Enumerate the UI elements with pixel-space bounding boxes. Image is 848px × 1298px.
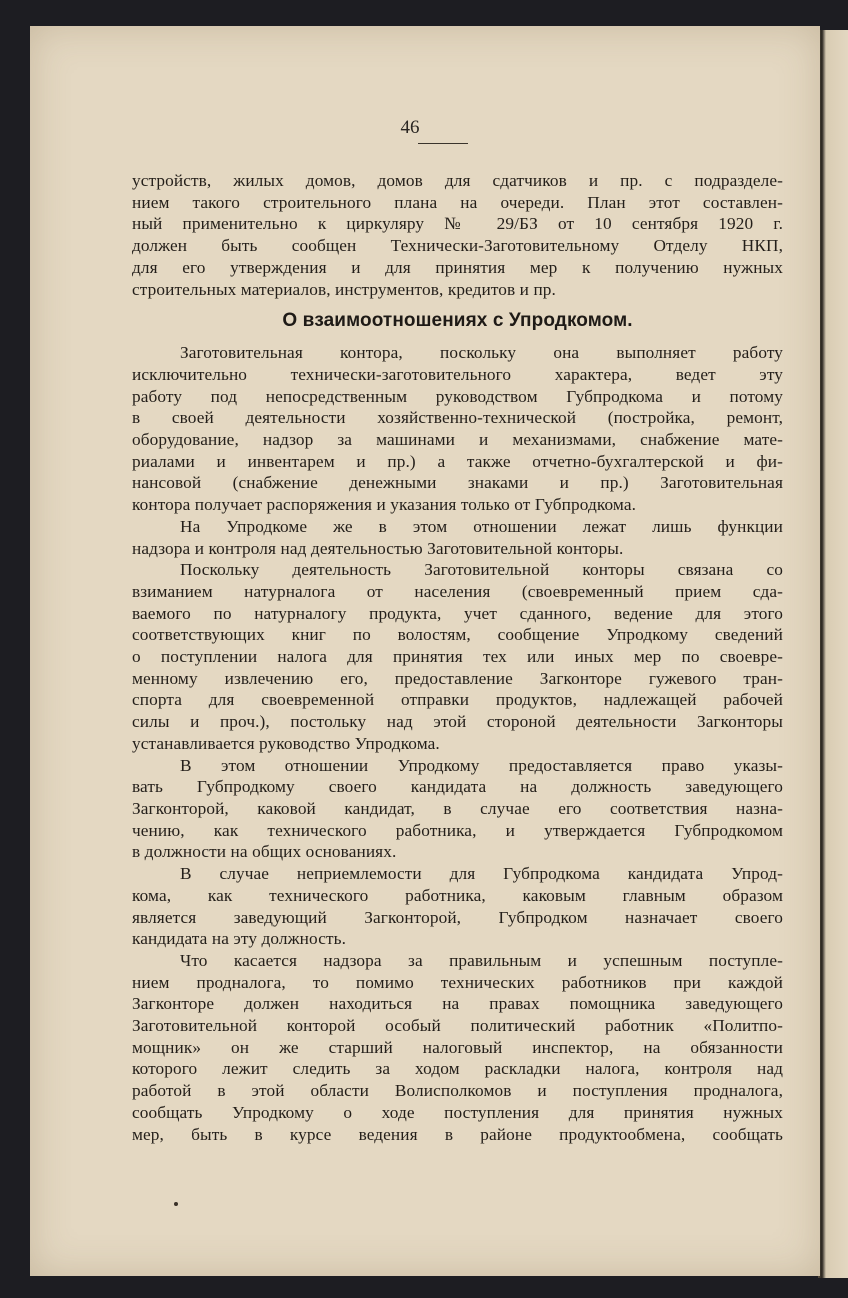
text-line: работой в этой области Волисполкомов и поступления продналога, — [132, 1081, 783, 1101]
text-line: нием продналога, то помимо технических работников при каждой — [132, 972, 783, 992]
text-line: надзора и контроля над деятельностью Заготовительной конторы. — [132, 538, 624, 558]
text-line: В этом отношении Упродкому предоставляется право указы- — [180, 755, 783, 775]
paragraph — [132, 863, 783, 950]
text-line: риалами и инвентарем и пр.) а также отчетно-бухгалтерской и фи- — [132, 451, 783, 471]
text-line: устройств, жилых домов, домов для сдатчиков и пр. с подразделе- — [132, 171, 783, 190]
text-line: Загконторе должен находиться на правах помощника заведующего — [132, 994, 783, 1014]
page-number: 46 — [400, 117, 420, 138]
text-line: для его утверждения и для принятия мер к получению нужных — [132, 257, 783, 277]
text-line: Поскольку деятельность Заготовительной конторы связана со — [180, 560, 783, 580]
page-number-rule — [418, 143, 468, 144]
text-line: ный применительно к циркуляру № 29/БЗ от 10 сентября 1920 г. — [132, 214, 783, 234]
text-line: нием такого строительного плана на очереди. План этот составлен- — [132, 192, 783, 212]
section-body — [132, 342, 783, 1145]
text-line: Что касается надзора за правильным и успешным поступле- — [180, 950, 783, 970]
section-heading: О взаимоотношениях с Упродкомом. — [282, 310, 633, 332]
paragraph — [132, 170, 783, 300]
text-line: которого лежит следить за ходом раскладки налога, контроля над — [132, 1059, 783, 1079]
paragraph — [132, 516, 783, 559]
text-line: кандидата на эту должность. — [132, 929, 347, 949]
paragraph — [132, 755, 783, 864]
text-line: оборудование, надзор за машинами и механизмами, снабжение мате- — [132, 430, 783, 450]
text-line: взиманием натурналога от населения (своевременный прием сда- — [132, 581, 783, 601]
text-line: соответствующих книг по волостям, сообщение Упродкому сведений — [132, 625, 783, 645]
paragraph — [132, 950, 783, 1145]
page-text — [132, 170, 783, 1145]
next-page-edge — [818, 30, 848, 1278]
text-line: мер, быть в курсе ведения в районе продуктообмена, сообщать — [132, 1124, 783, 1144]
text-line: работу под непосредственным руководством Губпродкома и потому — [132, 386, 783, 406]
text-line: Загконторой, каковой кандидат, в случае его соответствия назна- — [132, 798, 783, 818]
text-line: На Упродкоме же в этом отношении лежат лишь функции — [180, 516, 783, 536]
ink-speck — [174, 1202, 178, 1206]
text-line: исключительно технически-заготовительного характера, ведет эту — [132, 364, 783, 384]
text-line: в своей деятельности хозяйственно-технической (постройка, ремонт, — [132, 408, 783, 428]
text-line: кома, как технического работника, каковым главным образом — [132, 885, 783, 905]
text-line: чению, как технического работника, и утверждается Губпродкомом — [132, 820, 783, 840]
text-line: ваемого по натурналогу продукта, учет сданного, ведение для этого — [132, 603, 783, 623]
text-line: силы и проч.), постольку над этой стороной деятельности Загконторы — [132, 712, 783, 732]
text-line: В случае неприемлемости для Губпродкома кандидата Упрод- — [180, 864, 783, 884]
text-line: контора получает распоряжения и указания только от Губпродкома. — [132, 495, 637, 515]
text-line: Заготовительной конторой особый политический работник «Политпо- — [132, 1016, 783, 1036]
text-line: Заготовительная контора, поскольку она выполняет работу — [180, 343, 783, 363]
text-line: вать Губпродкому своего кандидата на должность заведующего — [132, 777, 783, 797]
paragraph — [132, 342, 783, 516]
paragraph — [132, 559, 783, 754]
text-line: устанавливается руководство Упродкома. — [132, 733, 440, 753]
text-line: является заведующий Загконторой, Губпродком назначает своего — [132, 907, 783, 927]
text-line: о поступлении налога для принятия тех или иных мер по своевре- — [132, 647, 783, 667]
text-line: менному извлечению его, предоставление Загконторе гужевого тран- — [132, 668, 783, 688]
paragraph-continued — [132, 170, 783, 300]
text-line: должен быть сообщен Технически-Заготовительному Отделу НКП, — [132, 236, 783, 256]
text-line: спорта для своевременной отправки продуктов, надлежащей рабочей — [132, 690, 783, 710]
text-line: в должности на общих основаниях. — [132, 842, 397, 862]
text-line: нансовой (снабжение денежными знаками и пр.) Заготовительная — [132, 473, 783, 493]
text-line: мощник» он же старший налоговый инспектор, на обязанности — [132, 1037, 783, 1057]
text-line: строительных материалов, инструментов, кредитов и пр. — [132, 279, 556, 299]
text-line: сообщать Упродкому о ходе поступления для принятия нужных — [132, 1102, 783, 1122]
